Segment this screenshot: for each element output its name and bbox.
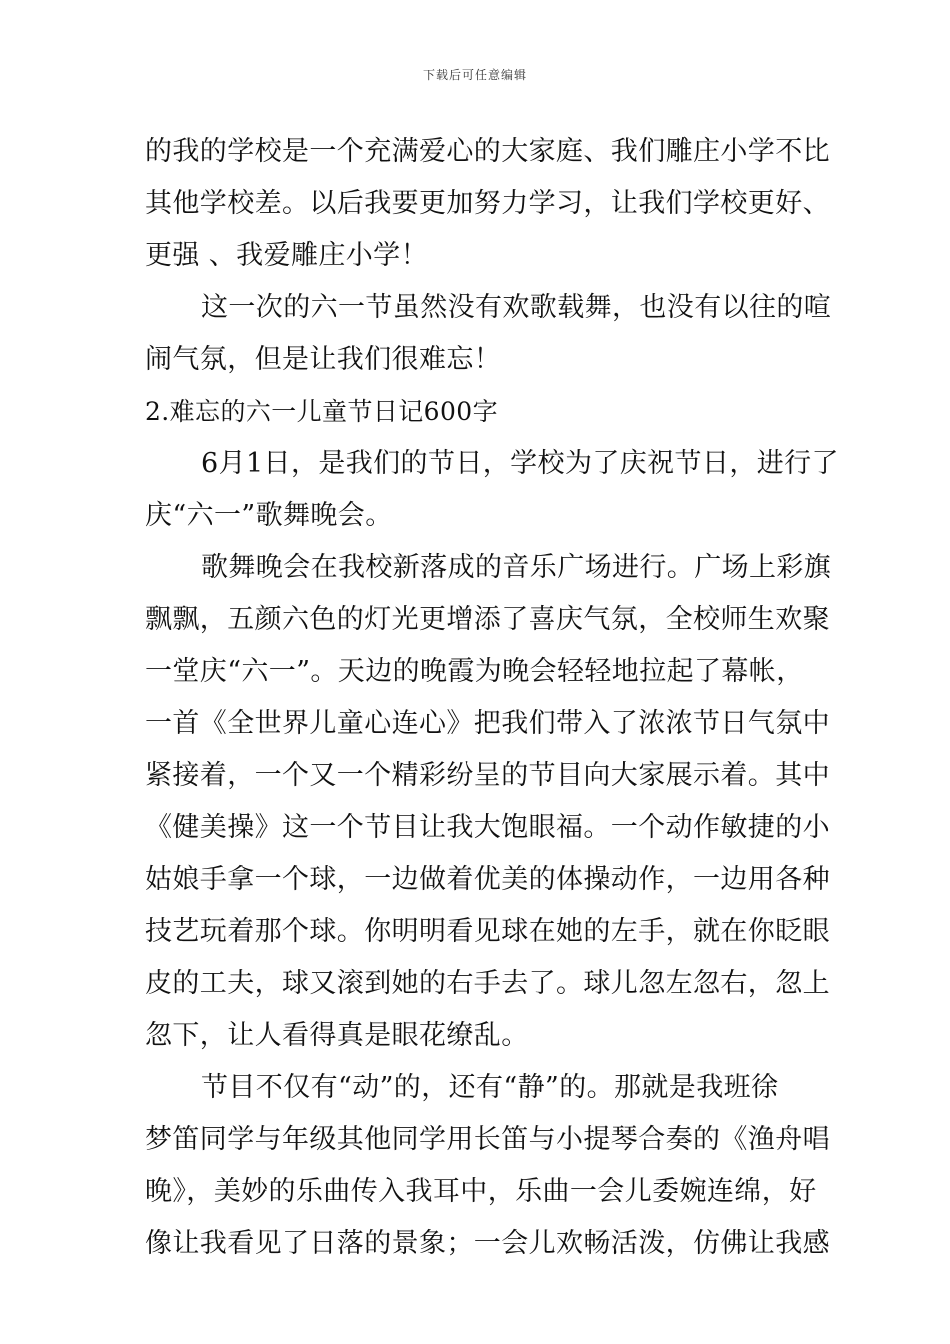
text-line: 的我的学校是一个充满爱心的大家庭、我们雕庄小学不比 (145, 136, 830, 167)
text-line: 晚》，美妙的乐曲传入我耳中，乐曲一会儿委婉连绵，好 (145, 1176, 817, 1207)
text-line: 其他学校差。以后我要更加努力学习，让我们学校更好、 (145, 188, 830, 219)
text-line: 忽下，让人看得真是眼花缭乱。 (145, 1020, 529, 1051)
text-line: 一首《全世界儿童心连心》把我们带入了浓浓节日气氛中 (145, 708, 830, 739)
text-line: 飘飘，五颜六色的灯光更增添了喜庆气氛，全校师生欢聚 (145, 604, 830, 635)
paragraph-start-line: 歌舞晚会在我校新落成的音乐广场进行。广场上彩旗 (201, 552, 832, 583)
text-line: 更强 、我爱雕庄小学！ (145, 240, 428, 271)
text-line: 像让我看见了日落的景象；一会儿欢畅活泼，仿佛让我感 (145, 1228, 830, 1259)
text-line: 一堂庆“六一”。天边的晚霞为晚会轻轻地拉起了幕帐， (145, 656, 804, 687)
text-line: 庆“六一”歌舞晚会。 (145, 500, 393, 531)
text-line: 闹气氛，但是让我们很难忘！ (145, 344, 502, 375)
text-line: 皮的工夫，球又滚到她的右手去了。球儿忽左忽右，忽上 (145, 968, 830, 999)
text-line: 紧接着，一个又一个精彩纷呈的节目向大家展示着。其中 (145, 760, 830, 791)
paragraph-start-line: 6月1日，是我们的节日，学校为了庆祝节日，进行了 (201, 448, 839, 479)
section-heading: 2.难忘的六一儿童节日记600字 (145, 397, 498, 426)
text-line: 姑娘手拿一个球，一边做着优美的体操动作，一边用各种 (145, 864, 830, 895)
text-line: 梦笛同学与年级其他同学用长笛与小提琴合奏的《渔舟唱 (145, 1124, 830, 1155)
document-body (145, 126, 839, 1270)
paragraph-start-line: 这一次的六一节虽然没有欢歌载舞，也没有以往的喧 (201, 292, 832, 323)
paragraph-start-line: 节目不仅有“动”的，还有“静”的。那就是我班徐 (201, 1072, 779, 1103)
text-line: 技艺玩着那个球。你明明看见球在她的左手，就在你眨眼 (145, 916, 830, 947)
text-line: 《健美操》这一个节目让我大饱眼福。一个动作敏捷的小 (145, 812, 830, 843)
page-header: 下载后可任意编辑 (422, 68, 527, 82)
